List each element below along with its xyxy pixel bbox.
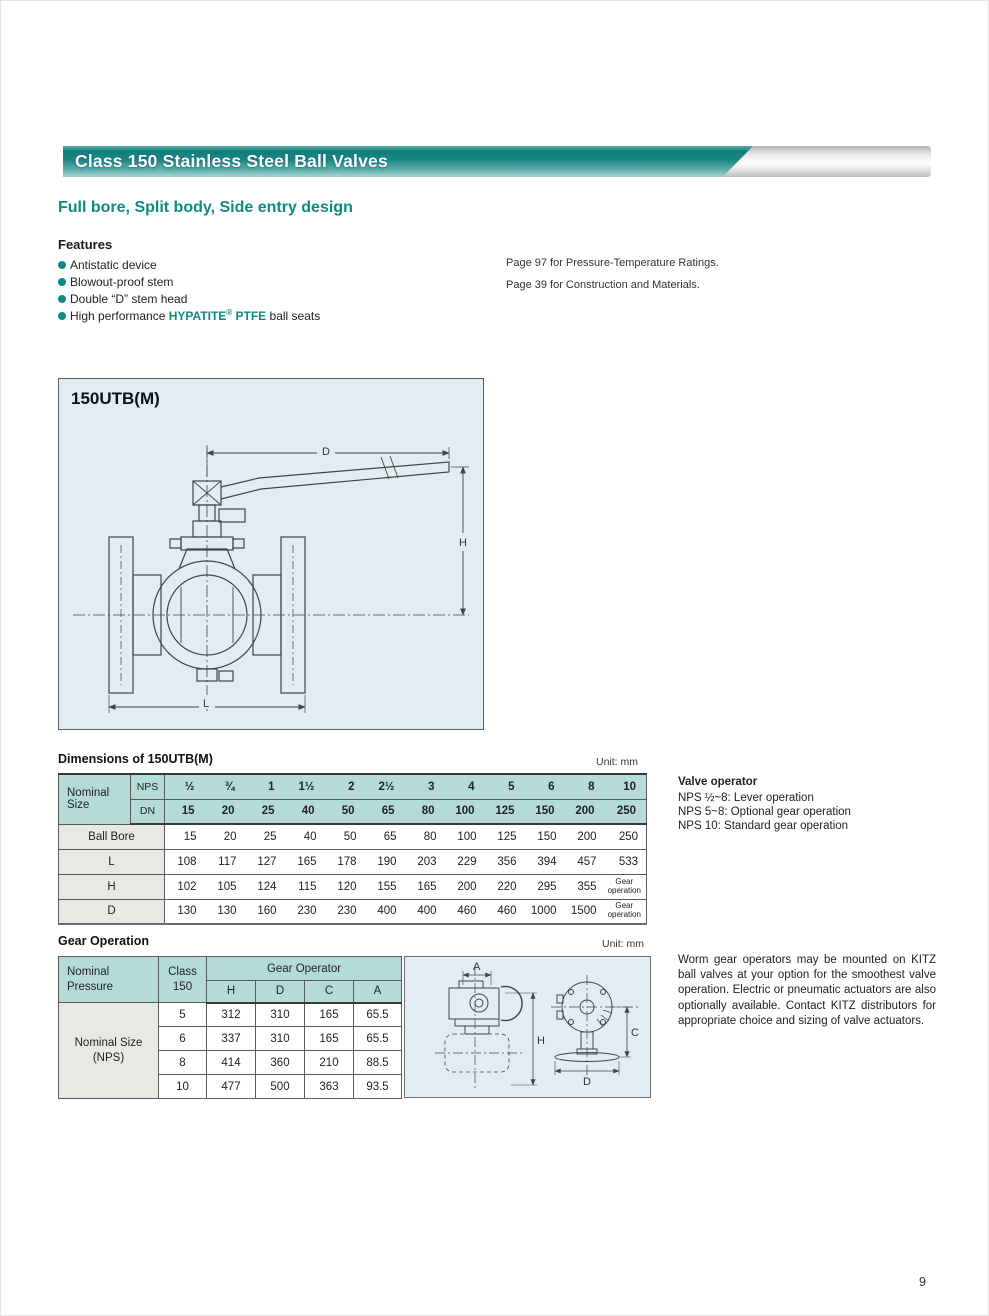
dn-value: 150 bbox=[525, 799, 565, 824]
row-label: Ball Bore bbox=[59, 824, 165, 849]
dim-cell-gear-operation: Gear operation bbox=[605, 899, 647, 924]
feature-text: Double “D” stem head bbox=[70, 291, 188, 306]
header-row-nps bbox=[59, 774, 647, 799]
gear-operation-note: Worm gear operators may be mounted on KITZ ball valves at your option for the smoothest valve operation. Electric or pneumatic actuators are also optionally available. Contact KITZ distributors for appropriate choice and sizing of valve actuators. bbox=[678, 954, 936, 1027]
feature-text: Antistatic device bbox=[70, 257, 157, 272]
registered-mark: ® bbox=[226, 308, 233, 317]
nps-value: 1 bbox=[245, 774, 285, 799]
dim-cell: 25 bbox=[245, 824, 285, 849]
valve-operator-heading: Valve operator bbox=[678, 776, 758, 788]
dim-cell: 130 bbox=[205, 899, 245, 924]
col-header-nominal-pressure: Nominal Pressure bbox=[59, 957, 159, 1003]
col-header-gear-operator: Gear Operator bbox=[207, 957, 402, 981]
feature-item bbox=[58, 273, 320, 290]
dim-cell: 115 bbox=[285, 874, 325, 899]
gear-cell: 414 bbox=[207, 1051, 256, 1075]
nps-value: ¾ bbox=[205, 774, 245, 799]
dim-cell: 127 bbox=[245, 849, 285, 874]
dim-cell: 533 bbox=[605, 849, 647, 874]
dim-cell: 229 bbox=[445, 849, 485, 874]
dim-cell: 160 bbox=[245, 899, 285, 924]
valve-operator-line: NPS 5~8: Optional gear operation bbox=[678, 806, 851, 819]
dimensions-unit: Unit: mm bbox=[596, 756, 638, 768]
dim-cell: 15 bbox=[165, 824, 205, 849]
dim-cell: 356 bbox=[485, 849, 525, 874]
nps-value: 3 bbox=[405, 774, 445, 799]
gear-operator-diagram-panel bbox=[404, 956, 651, 1098]
brand-name: HYPATITE bbox=[168, 309, 227, 323]
gear-cell: 65.5 bbox=[354, 1003, 402, 1027]
dim-cell: 355 bbox=[565, 874, 605, 899]
dim-label-l: L bbox=[203, 698, 210, 710]
gear-operation-title: Gear Operation bbox=[58, 934, 149, 948]
dim-cell: 460 bbox=[445, 899, 485, 924]
row-label: L bbox=[59, 849, 165, 874]
gear-size: 6 bbox=[159, 1027, 207, 1051]
dn-value: 200 bbox=[565, 799, 605, 824]
row-label: D bbox=[59, 899, 165, 924]
page-ref: Page 97 for Pressure-Temperature Ratings. bbox=[506, 257, 719, 269]
gear-row bbox=[59, 1003, 402, 1027]
dim-cell: 165 bbox=[405, 874, 445, 899]
bullet-icon bbox=[58, 278, 66, 286]
dn-value: 40 bbox=[285, 799, 325, 824]
dim-cell: 460 bbox=[485, 899, 525, 924]
bullet-icon bbox=[58, 261, 66, 269]
table-row-h bbox=[59, 874, 647, 899]
dim-cell: 125 bbox=[485, 824, 525, 849]
valve-technical-drawing bbox=[59, 417, 483, 725]
page-number: 9 bbox=[919, 1275, 926, 1289]
dim-cell: 178 bbox=[325, 849, 365, 874]
col-header-c: C bbox=[305, 981, 354, 1003]
gear-cell: 337 bbox=[207, 1027, 256, 1051]
feature-item bbox=[58, 307, 320, 324]
dim-cell: 124 bbox=[245, 874, 285, 899]
gear-cell: 477 bbox=[207, 1075, 256, 1099]
feature-text: Blowout-proof stem bbox=[70, 274, 174, 289]
features-heading: Features bbox=[58, 237, 113, 252]
dim-cell: 250 bbox=[605, 824, 647, 849]
dn-value: 80 bbox=[405, 799, 445, 824]
gear-cell: 312 bbox=[207, 1003, 256, 1027]
col-header-a: A bbox=[354, 981, 402, 1003]
dim-cell: 1000 bbox=[525, 899, 565, 924]
dim-cell: 108 bbox=[165, 849, 205, 874]
gear-size: 8 bbox=[159, 1051, 207, 1075]
nps-value: 10 bbox=[605, 774, 647, 799]
dim-cell: 200 bbox=[565, 824, 605, 849]
dim-cell: 203 bbox=[405, 849, 445, 874]
dn-value: 15 bbox=[165, 799, 205, 824]
page-references bbox=[506, 257, 719, 301]
gear-dim-label-h: H bbox=[537, 1035, 545, 1047]
gear-cell: 165 bbox=[305, 1027, 354, 1051]
gear-dim-label-a: A bbox=[473, 961, 481, 973]
table-row-ball-bore bbox=[59, 824, 647, 849]
table-row-d bbox=[59, 899, 647, 924]
dn-value: 25 bbox=[245, 799, 285, 824]
col-header-nominal-size: Nominal Size bbox=[59, 774, 131, 824]
dim-cell: 20 bbox=[205, 824, 245, 849]
dn-value: 20 bbox=[205, 799, 245, 824]
nps-value: ½ bbox=[165, 774, 205, 799]
gear-cell: 210 bbox=[305, 1051, 354, 1075]
gear-dim-label-d: D bbox=[583, 1076, 591, 1088]
dim-cell: 394 bbox=[525, 849, 565, 874]
gear-cell: 363 bbox=[305, 1075, 354, 1099]
nps-value: 6 bbox=[525, 774, 565, 799]
dim-cell: 40 bbox=[285, 824, 325, 849]
valve-operator-line: NPS 10: Standard gear operation bbox=[678, 820, 849, 833]
model-label: 150UTB(M) bbox=[71, 389, 160, 408]
dim-cell: 65 bbox=[365, 824, 405, 849]
gear-cell: 310 bbox=[256, 1003, 305, 1027]
dn-value: 100 bbox=[445, 799, 485, 824]
dim-cell: 130 bbox=[165, 899, 205, 924]
dn-value: 50 bbox=[325, 799, 365, 824]
dim-cell: 117 bbox=[205, 849, 245, 874]
dimensions-title: Dimensions of 150UTB(M) bbox=[58, 752, 213, 766]
nps-value: 2 bbox=[325, 774, 365, 799]
valve-operator-note bbox=[678, 775, 851, 833]
gear-dim-label-c: C bbox=[631, 1027, 639, 1039]
nps-value: 8 bbox=[565, 774, 605, 799]
dim-cell: 165 bbox=[285, 849, 325, 874]
gear-operation-unit: Unit: mm bbox=[602, 938, 644, 950]
gear-cell: 93.5 bbox=[354, 1075, 402, 1099]
design-subtitle: Full bore, Split body, Side entry design bbox=[58, 199, 353, 216]
feature-item bbox=[58, 290, 320, 307]
gear-cell: 88.5 bbox=[354, 1051, 402, 1075]
gear-size: 5 bbox=[159, 1003, 207, 1027]
col-header-nps: NPS bbox=[131, 774, 165, 799]
dim-cell: 155 bbox=[365, 874, 405, 899]
gear-cell: 65.5 bbox=[354, 1027, 402, 1051]
dim-cell: 220 bbox=[485, 874, 525, 899]
gear-operator-drawing bbox=[405, 957, 650, 1097]
valve-drawing-panel bbox=[58, 378, 484, 730]
section-banner bbox=[63, 146, 931, 177]
features-list bbox=[58, 256, 320, 324]
valve-operator-line: NPS ½~8: Lever operation bbox=[678, 792, 814, 805]
dim-cell: 457 bbox=[565, 849, 605, 874]
dim-cell: 230 bbox=[285, 899, 325, 924]
bullet-icon bbox=[58, 312, 66, 320]
page-ref: Page 39 for Construction and Materials. bbox=[506, 279, 700, 291]
col-header-d: D bbox=[256, 981, 305, 1003]
gear-size: 10 bbox=[159, 1075, 207, 1099]
row-label: H bbox=[59, 874, 165, 899]
dim-label-h: H bbox=[459, 537, 467, 549]
dn-value: 250 bbox=[605, 799, 647, 824]
dn-value: 65 bbox=[365, 799, 405, 824]
dimensions-table bbox=[58, 773, 647, 925]
dim-cell: 102 bbox=[165, 874, 205, 899]
dim-cell: 400 bbox=[365, 899, 405, 924]
dim-cell: 190 bbox=[365, 849, 405, 874]
dim-cell: 295 bbox=[525, 874, 565, 899]
gear-cell: 500 bbox=[256, 1075, 305, 1099]
col-header-dn: DN bbox=[131, 799, 165, 824]
table-row-l bbox=[59, 849, 647, 874]
dim-cell: 100 bbox=[445, 824, 485, 849]
gear-cell: 310 bbox=[256, 1027, 305, 1051]
gear-operation-table bbox=[58, 956, 402, 1099]
nps-value: 2½ bbox=[365, 774, 405, 799]
header-row-dn bbox=[59, 799, 647, 824]
gear-header-row bbox=[59, 957, 402, 981]
gear-cell: 165 bbox=[305, 1003, 354, 1027]
dim-cell: 50 bbox=[325, 824, 365, 849]
dim-cell: 200 bbox=[445, 874, 485, 899]
gear-row-label: Nominal Size (NPS) bbox=[59, 1003, 159, 1099]
dim-cell: 105 bbox=[205, 874, 245, 899]
dim-cell: 120 bbox=[325, 874, 365, 899]
feature-text: High performance HYPATITE® PTFE ball seats bbox=[70, 308, 321, 323]
dim-cell: 80 bbox=[405, 824, 445, 849]
gear-cell: 360 bbox=[256, 1051, 305, 1075]
dim-cell-gear-operation: Gear operation bbox=[605, 874, 647, 899]
dn-value: 125 bbox=[485, 799, 525, 824]
col-header-h: H bbox=[207, 981, 256, 1003]
page-title: Class 150 Stainless Steel Ball Valves bbox=[75, 151, 388, 171]
col-header-class-150: Class 150 bbox=[159, 957, 207, 1003]
dim-cell: 150 bbox=[525, 824, 565, 849]
dim-label-d: D bbox=[322, 446, 330, 458]
nps-value: 5 bbox=[485, 774, 525, 799]
dim-cell: 230 bbox=[325, 899, 365, 924]
feature-item bbox=[58, 256, 320, 273]
nps-value: 4 bbox=[445, 774, 485, 799]
dim-cell: 400 bbox=[405, 899, 445, 924]
nps-value: 1½ bbox=[285, 774, 325, 799]
bullet-icon bbox=[58, 295, 66, 303]
dim-cell: 1500 bbox=[565, 899, 605, 924]
